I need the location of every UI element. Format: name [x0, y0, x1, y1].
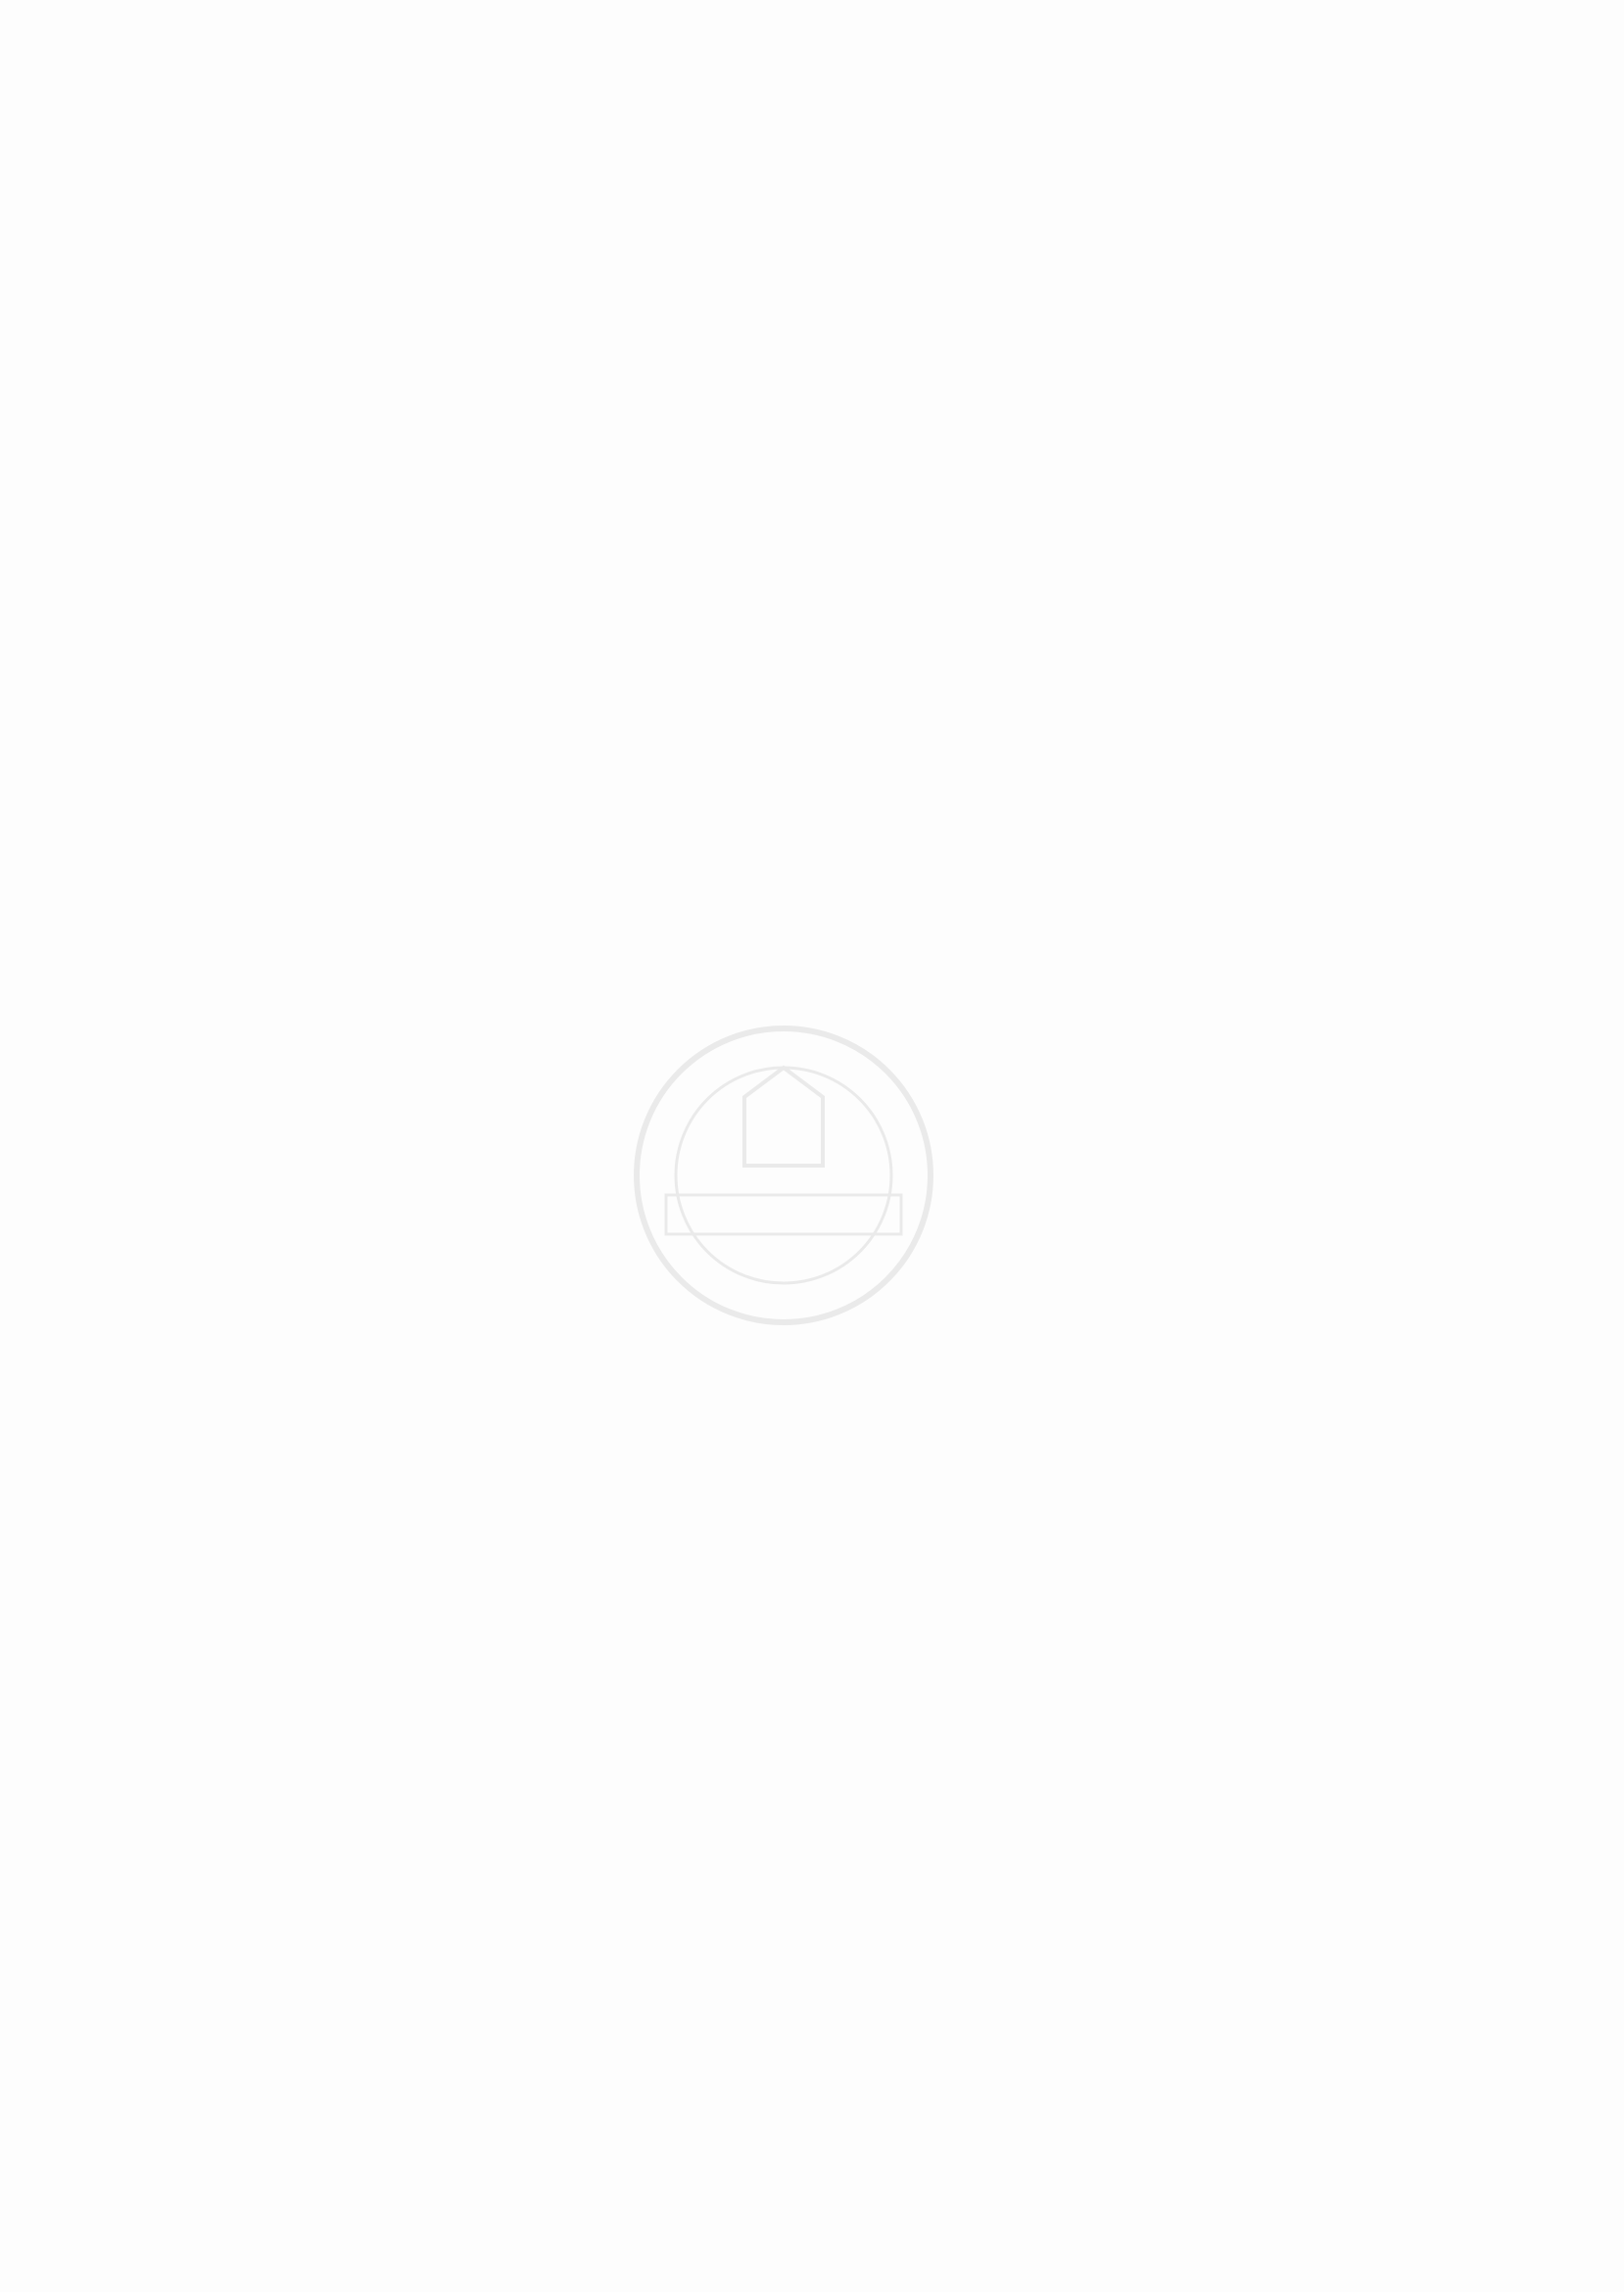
watermark-stamp: [607, 1009, 960, 1342]
